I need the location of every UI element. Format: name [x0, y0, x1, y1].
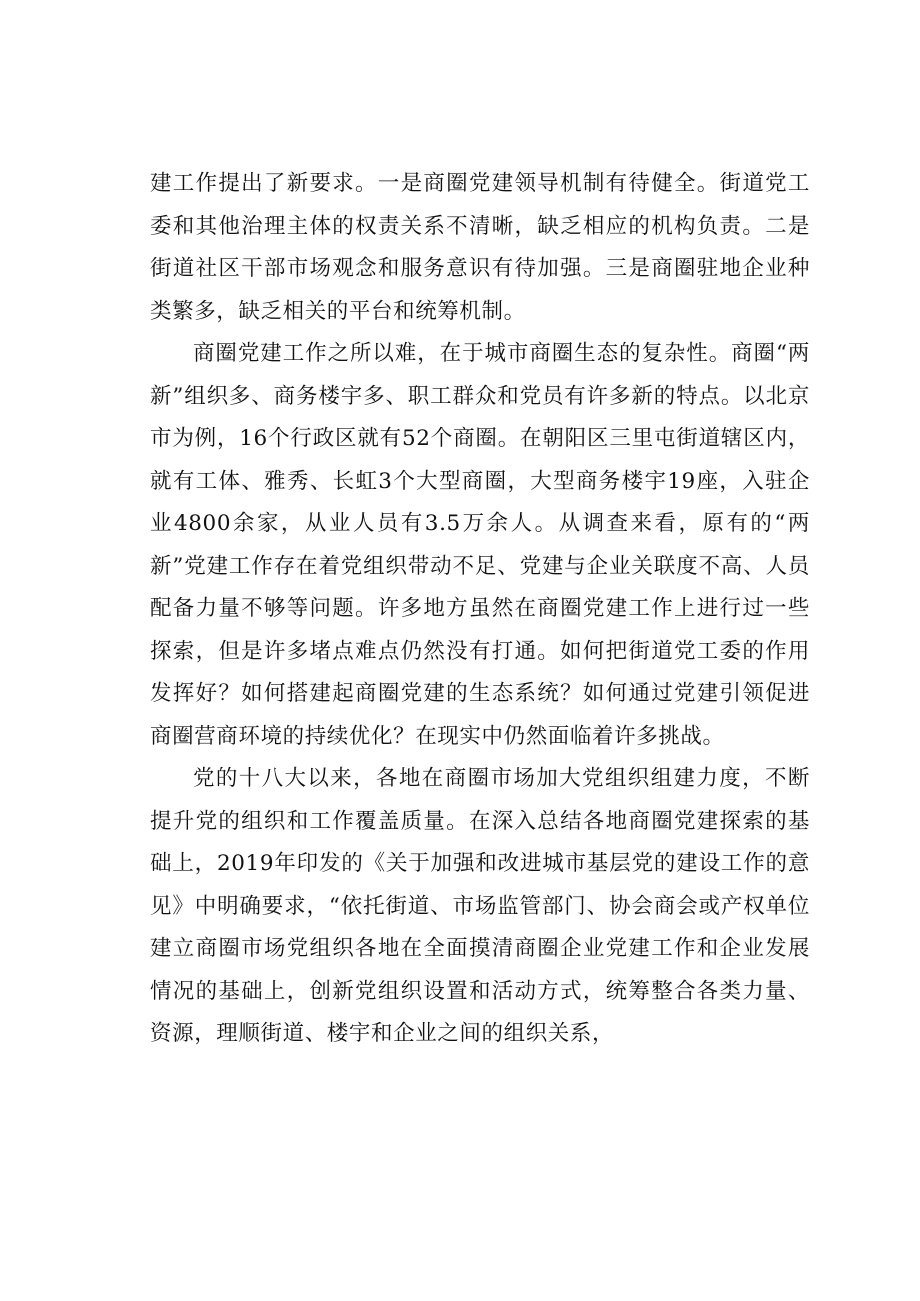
paragraph-since-18th-congress: 党的十八大以来，各地在商圈市场加大党组织组建力度，不断提升党的组织和工作覆盖质量。在深入总结各地商圈党建探索的基础上，2019年印发的《关于加强和改进城市基层党的建设工作的意见》中明确要求，“依托街道、市场监管部门、协会商会或产权单位建立商圈市场党组织各地在全面摸清商圈企业党建工作和企业发展情况的基础上，创新党组织设置和活动方式，统筹整合各类力量、资源，理顺街道、楼宇和企业之间的组织关系， — [150, 766, 810, 1046]
document-body — [150, 163, 810, 1056]
paragraph-business-district-complexity: 商圈党建工作之所以难，在于城市商圈生态的复杂性。商圈“两新”组织多、商务楼宇多、职工群众和党员有许多新的特点。以北京市为例，16个行政区就有52个商圈。在朝阳区三里屯街道辖区内，就有工体、雅秀、长虹3个大型商圈，大型商务楼宇19座，入驻企业4800余家，从业人员有3.5万余人。从调查来看，原有的“两新”党建工作存在着党组织带动不足、党建与企业关联度不高、人员配备力量不够等问题。许多地方虽然在商圈党建工作上进行过一些探索，但是许多堵点难点仍然没有打通。如何把街道党工委的作用发挥好？如何搭建起商圈党建的生态系统？如何通过党建引领促进商圈营商环境的持续优化？在现实中仍然面临着许多挑战。 — [150, 341, 810, 749]
paragraph-continuation: 建工作提出了新要求。一是商圈党建领导机制有待健全。街道党工委和其他治理主体的权责关系不清晰，缺乏相应的机构负责。二是街道社区干部市场观念和服务意识有待加强。三是商圈驻地企业种类繁多，缺乏相关的平台和统筹机制。 — [150, 171, 810, 324]
